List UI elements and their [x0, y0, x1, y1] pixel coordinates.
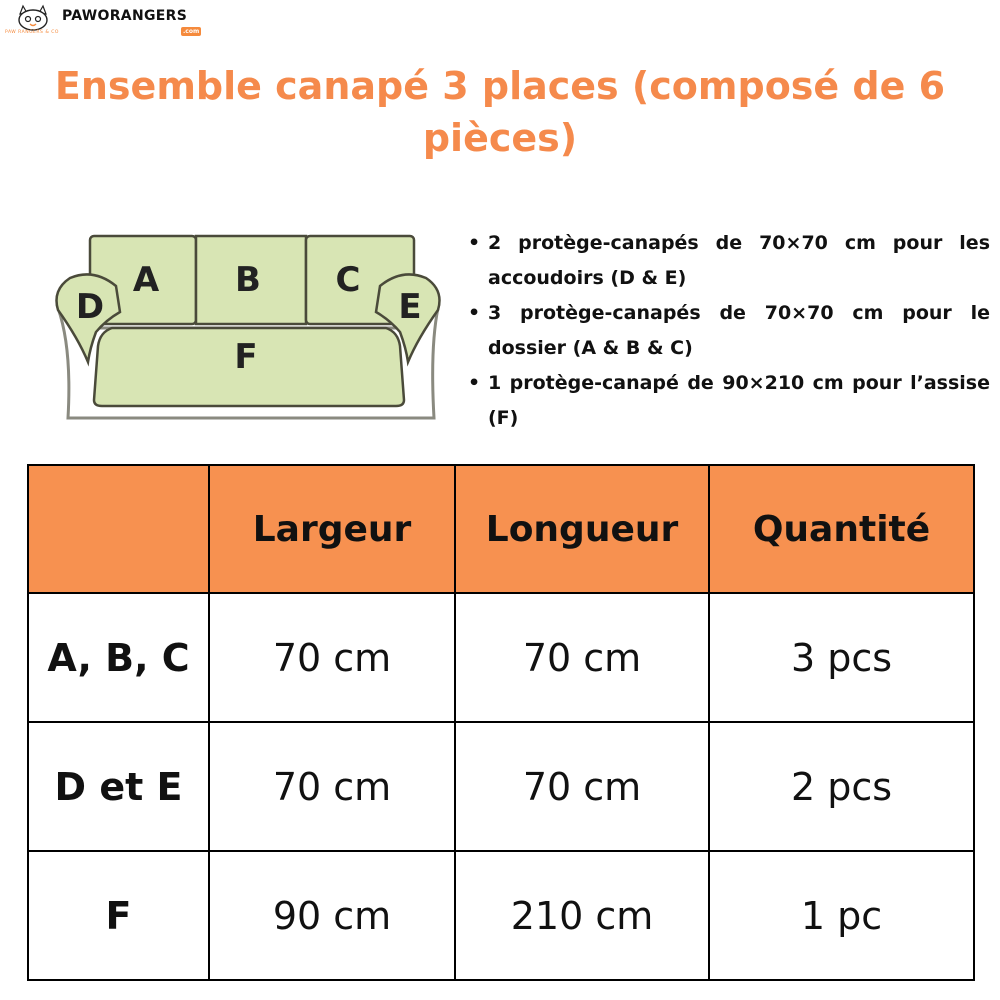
list-item: • 3 protège-canapés de 70×70 cm pour le dossier (A & B & C) — [468, 296, 990, 366]
label-e: E — [398, 287, 422, 327]
table-cell: 70 cm — [209, 593, 455, 722]
page-title: Ensemble canapé 3 places (composé de 6 pièces) — [54, 64, 946, 160]
table-row — [28, 722, 974, 851]
table-cell: 70 cm — [455, 722, 709, 851]
table-cell: 210 cm — [455, 851, 709, 980]
table-header-cell: Largeur — [209, 465, 455, 593]
table-header-cell: Longueur — [455, 465, 709, 593]
table-cell: 70 cm — [209, 722, 455, 851]
table-row-header: A, B, C — [28, 593, 209, 722]
sofa-diagram — [48, 228, 448, 424]
table-cell: 1 pc — [709, 851, 974, 980]
brand-tld: .com — [183, 28, 200, 35]
table-row — [28, 593, 974, 722]
table-cell: 90 cm — [209, 851, 455, 980]
label-d: D — [75, 287, 105, 327]
table-header-cell — [28, 465, 209, 593]
list-item: • 1 protège-canapé de 90×210 cm pour l’assise (F) — [468, 366, 990, 436]
table-cell: 3 pcs — [709, 593, 974, 722]
table-header-row — [28, 465, 974, 593]
table-cell: 2 pcs — [709, 722, 974, 851]
dimensions-table — [27, 464, 975, 981]
table-row-header: F — [28, 851, 209, 980]
feature-list — [468, 226, 990, 436]
label-f: F — [234, 337, 258, 377]
table-header-cell: Quantité — [709, 465, 974, 593]
brand-name: PAWORANGERS — [62, 8, 188, 24]
cat-face-icon — [6, 4, 60, 32]
table-cell: 70 cm — [455, 593, 709, 722]
brand-tagline: PAW RANGERS & CO — [5, 30, 59, 35]
brand-logo — [0, 0, 210, 46]
label-b: B — [235, 260, 261, 300]
label-a: A — [132, 260, 160, 300]
list-item: • 2 protège-canapés de 70×70 cm pour les accoudoirs (D & E) — [468, 226, 990, 296]
label-c: C — [335, 260, 361, 300]
table-row — [28, 851, 974, 980]
table-row-header: D et E — [28, 722, 209, 851]
